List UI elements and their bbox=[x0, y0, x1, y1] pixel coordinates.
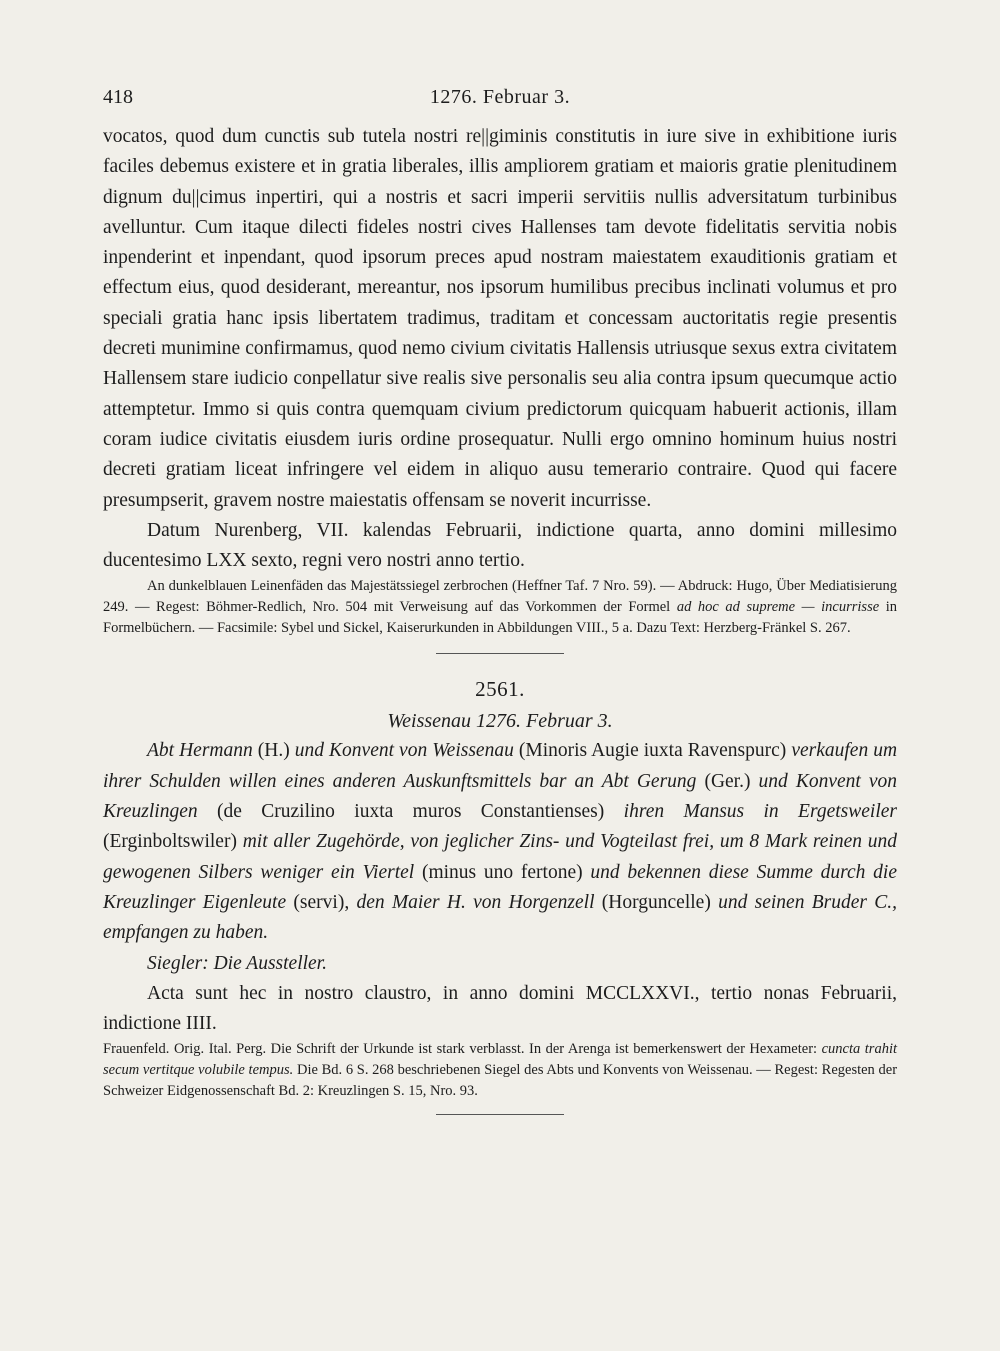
regest-part: (Ger.) bbox=[704, 770, 751, 792]
footnote-italic: cuncta trahit secum vertitque volubile tempus. bbox=[103, 1041, 897, 1079]
footnote-prev-document bbox=[103, 576, 897, 639]
footnote-text: An dunkelblauen Leinenfäden das Majestätssiegel zerbrochen (Heffner Taf. 7 Nro. 59). — Abdruck: Hugo, Über Mediatisierung 249. — Regest: Böhmer-Redlich, Nro. 504 mit Verweisung auf das Vorkommen der Formel bbox=[103, 578, 897, 616]
regest-part: (Erginboltswiler) bbox=[103, 831, 237, 853]
regest-part: mit aller Zugehörde, von jeglicher Zins- und Vogteilast frei, um 8 Mark reinen und gewogenen Silbers weniger ein Viertel bbox=[103, 831, 898, 883]
regest-part: (Horguncelle) bbox=[601, 891, 711, 913]
footnote-italic: ad hoc ad supreme — incurrisse bbox=[676, 599, 880, 616]
regest-part: und seinen Bruder C., empfangen zu haben. bbox=[103, 891, 898, 944]
footnote-document bbox=[103, 1039, 897, 1102]
regest-part: ihren Mansus in Ergetsweiler bbox=[623, 801, 897, 823]
footnote-text: Frauenfeld. Orig. Ital. Perg. Die Schrift der Urkunde ist stark verblasst. In der Arenga ist bemerkenswert der Hexameter: bbox=[103, 1041, 818, 1058]
regest-part: Abt Hermann bbox=[147, 740, 253, 762]
page-body bbox=[103, 122, 897, 1115]
continuation-text: vocatos, quod dum cunctis sub tutela nostri re||giminis constitutis in iure sive in exhibitione iuris faciles debemus existere et in gratia liberales, illis ampliorem gratiam et maioris gratie plenitudinem dignum du||cimus inpertiri, qui a nostris et sacri imperii servitiis nullis adversitatum turbinibus avelluntur. Cum itaque dilecti fideles nostri cives Hallenses tam devote fidelitatis servitia nobis inpenderint et inpendant, quod ipsorum preces apud nostram maiestatem exauditionis gratiam et effectum eius, quod desiderant, mereantur, nos ipsorum humilibus precibus inclinati volumus et pro speciali gratia hanc ipsis libertatem tradimus, traditam et concessam auctoritatis regie presentis decreti munimine confirmamus, quod nemo civium civitatis Hallensis utriusque sexus extra civitatem Hallensem stare iudicio conpellatur sive realis sive personalis seu alia contra ipsum quecumque actio attemptetur. Immo si quis contra quemquam civium predictorum quicquam habuerit actionis, illam coram iudice civitatis eiusdem iuris ordine prosequatur. Nulli ergo omnino hominum huius nostri decreti gratiam liceat infringere vel eidem in aliquo ausu temerario contraire. Quod qui facere presumpserit, gravem nostre maiestatis offensam se noverit incurrisse. bbox=[103, 126, 897, 511]
regest-part: (servi), bbox=[293, 891, 350, 913]
footnote-tail: Die Bd. 6 S. 268 beschriebenen Siegel des Abts und Konvents von Weissenau. — Regest: Regesten der Schweizer Eidgenossenschaft Bd. 2: Kreuzlingen S. 15, Nro. 93. bbox=[103, 1062, 898, 1100]
page-number: 418 bbox=[103, 86, 133, 108]
header-date: 1276. Februar 3. bbox=[429, 86, 571, 108]
regest-part: den Maier H. von Horgenzell bbox=[356, 891, 595, 913]
section-separator bbox=[436, 653, 564, 654]
regest bbox=[103, 736, 897, 948]
regest-part: (minus uno fertone) bbox=[421, 861, 583, 883]
regest-part: (H.) bbox=[257, 740, 290, 762]
regest-part: und Konvent von Weissenau bbox=[294, 740, 514, 762]
regest-part: und bekennen diese Summe durch die Kreuzlinger Eigenleute bbox=[103, 861, 898, 913]
datum-line: Datum Nurenberg, VII. kalendas Februarii, indictione quarta, anno domini millesimo ducentesimo LXX sexto, regni vero nostri anno tertio. bbox=[103, 519, 897, 572]
regest-part: und Konvent von Kreuzlingen bbox=[103, 770, 898, 823]
document-text: Acta sunt hec in nostro claustro, in anno domini MCCLXXVI., tertio nonas Februarii, indictione IIII. bbox=[103, 982, 897, 1035]
section-separator bbox=[436, 1114, 564, 1115]
regest-part: (Minoris Augie iuxta Ravenspurc) bbox=[518, 740, 787, 762]
regest-part: verkaufen um ihrer Schulden willen eines anderen Auskunftsmittels bar an Abt Gerung bbox=[103, 740, 898, 792]
document-number: 2561. bbox=[475, 677, 525, 702]
running-header bbox=[103, 86, 897, 116]
document-place-date: Weissenau 1276. Februar 3. bbox=[387, 710, 613, 733]
footnote-tail: in Formelbüchern. — Facsimile: Sybel und Sickel, Kaiserurkunden in Abbildungen VIII., 5 a. Dazu Text: Herzberg-Fränkel S. 267. bbox=[103, 599, 898, 637]
regest-part: (de Cruzilino iuxta muros Constantienses) bbox=[216, 801, 605, 823]
siegler-line: Siegler: Die Aussteller. bbox=[147, 952, 327, 974]
